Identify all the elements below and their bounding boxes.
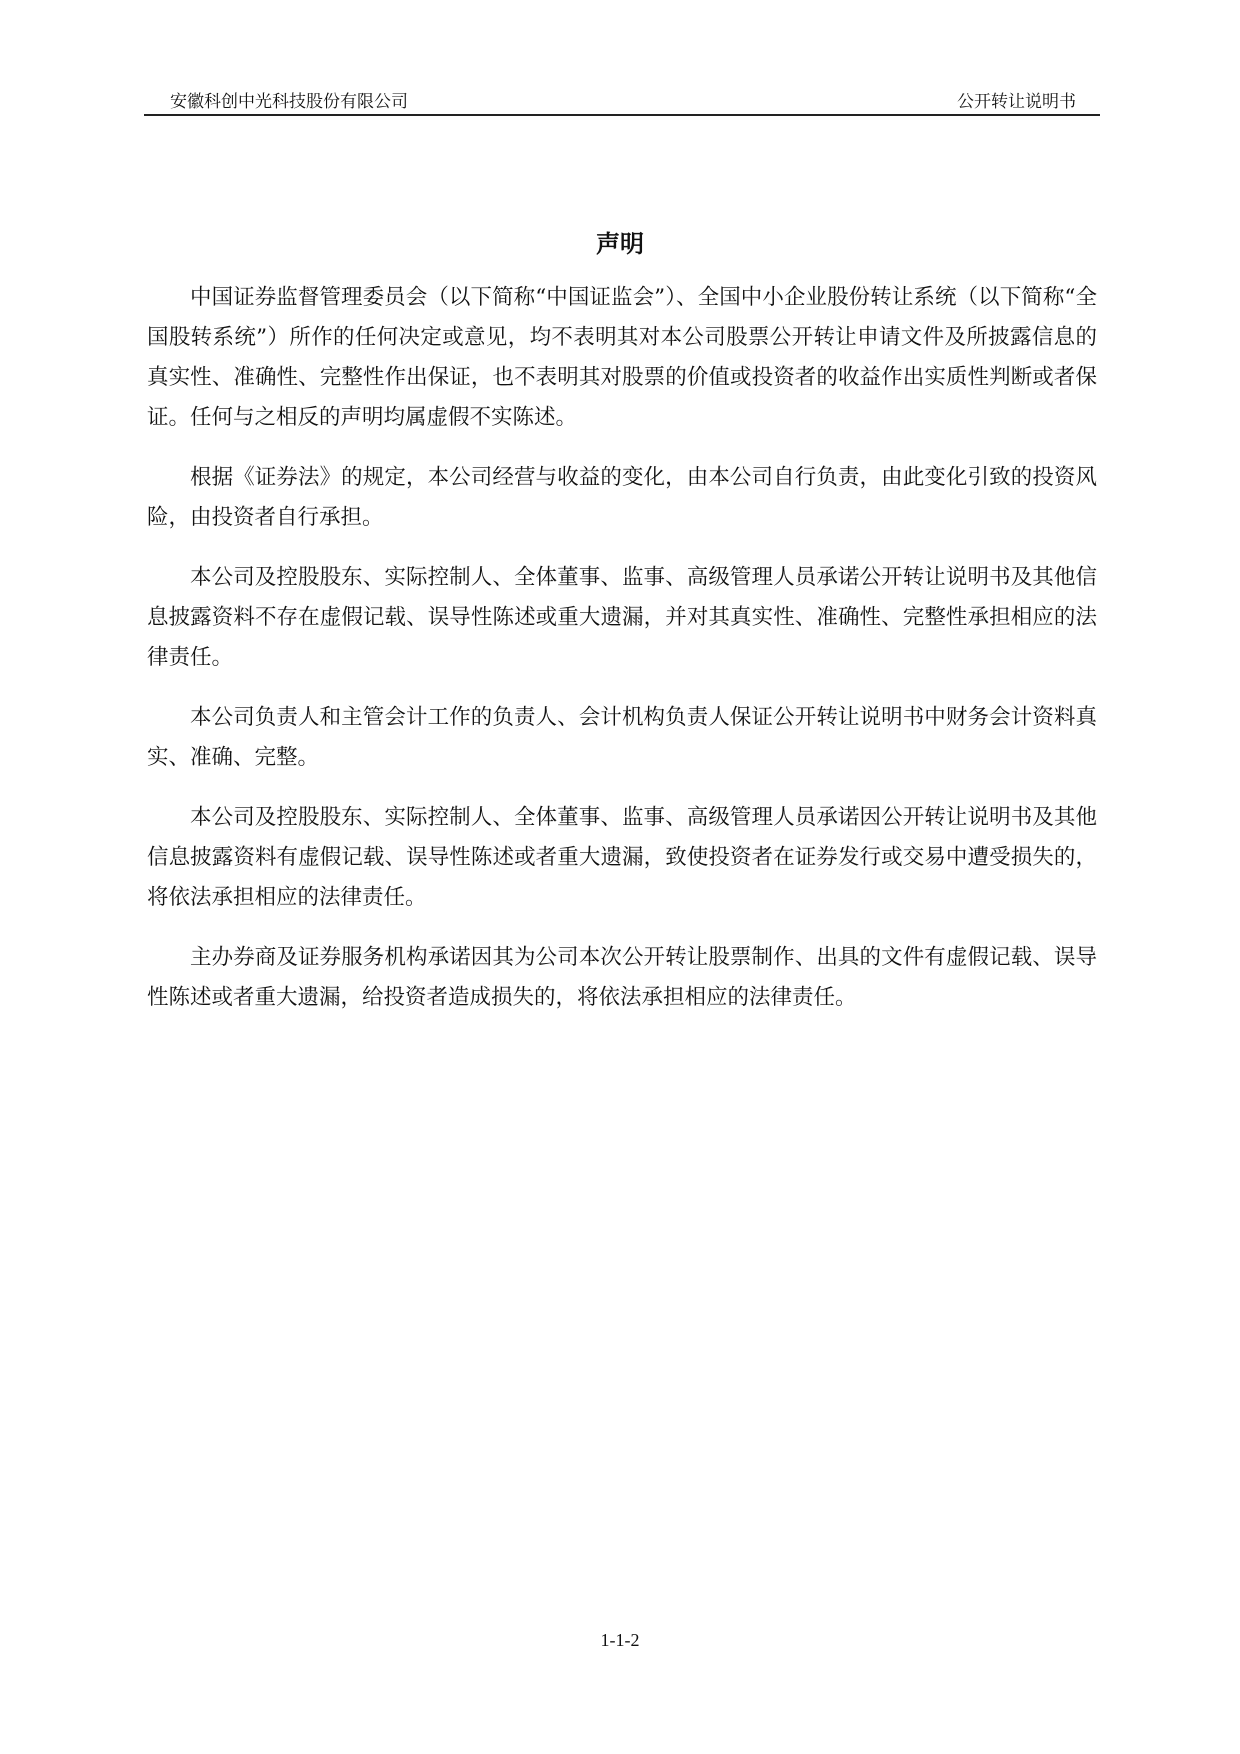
paragraph: 本公司及控股股东、实际控制人、全体董事、监事、高级管理人员承诺公开转让说明书及其他信息披露资料不存在虚假记载、误导性陈述或重大遗漏，并对其真实性、准确性、完整性承担相应的法律责任。 xyxy=(147,565,1097,670)
paragraph: 根据《证券法》的规定，本公司经营与收益的变化，由本公司自行负责，由此变化引致的投资风险，由投资者自行承担。 xyxy=(147,465,1097,530)
paragraph: 主办券商及证券服务机构承诺因其为公司本次公开转让股票制作、出具的文件有虚假记载、误导性陈述或者重大遗漏，给投资者造成损失的，将依法承担相应的法律责任。 xyxy=(147,945,1097,1010)
paragraph: 中国证券监督管理委员会（以下简称“中国证监会”）、全国中小企业股份转让系统（以下简称“全国股转系统”）所作的任何决定或意见，均不表明其对本公司股票公开转让申请文件及所披露信息的真实性、准确性、完整性作出保证，也不表明其对股票的价值或投资者的收益作出实质性判断或者保证。任何与之相反的声明均属虚假不实陈述。 xyxy=(147,285,1097,430)
header-document-type: 公开转让说明书 xyxy=(957,92,1076,112)
page-title: 声明 xyxy=(596,229,644,258)
declaration-body xyxy=(147,278,1097,1038)
paragraph: 本公司及控股股东、实际控制人、全体董事、监事、高级管理人员承诺因公开转让说明书及其他信息披露资料有虚假记载、误导性陈述或者重大遗漏，致使投资者在证券发行或交易中遭受损失的，将依法承担相应的法律责任。 xyxy=(147,805,1097,910)
header-company-name: 安徽科创中光科技股份有限公司 xyxy=(170,92,408,112)
page-header xyxy=(144,86,1100,116)
paragraph: 本公司负责人和主管会计工作的负责人、会计机构负责人保证公开转让说明书中财务会计资料真实、准确、完整。 xyxy=(147,705,1097,770)
page-number: 1-1-2 xyxy=(600,1630,640,1650)
